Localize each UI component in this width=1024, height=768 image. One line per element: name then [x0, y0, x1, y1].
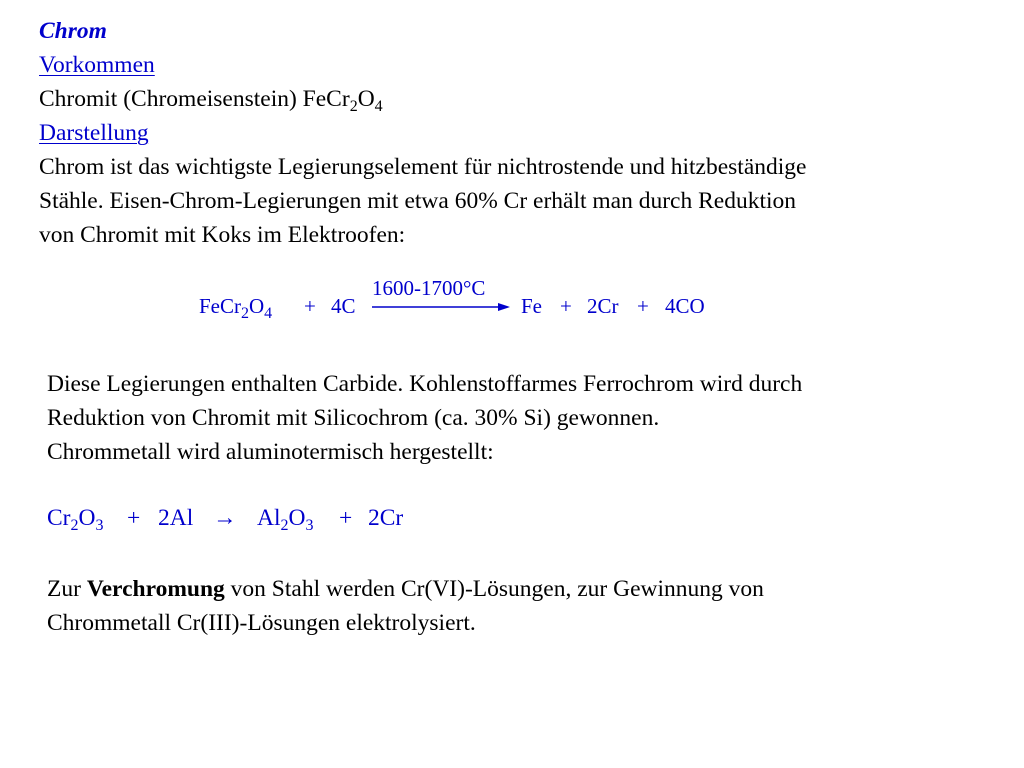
reactant-cr2o3: $Cr_2O_3$ [47, 505, 104, 534]
reaction-arrow-icon [370, 301, 514, 313]
paragraph2-line-1: Diese Legierungen enthalten Carbide. Kohlenstoffarmes Ferrochrom wird durch [47, 371, 803, 397]
product-fe: Fe [521, 294, 542, 318]
plus-sign: + [127, 505, 141, 531]
chromit-label: Chromit (Chromeisenstein) FeCr [39, 86, 350, 112]
reactant-4c: 4C [331, 294, 356, 318]
reaction-condition: 1600-1700°C [372, 276, 486, 300]
verchromung-term: Verchromung [86, 576, 225, 602]
paragraph2-line-2: Reduktion von Chromit mit Silicochrom (ca. 30% Si) gewonnen. [47, 405, 660, 431]
darstellung-line-3: von Chromit mit Koks im Elektroofen: [39, 222, 406, 248]
paragraph3-line-1: Zur Verchromung von Stahl werden Cr(VI)-Lösungen, zur Gewinnung von [47, 576, 764, 602]
reaction-1 [199, 294, 273, 322]
vorkommen-link[interactable]: Vorkommen [39, 52, 155, 78]
plus-sign: + [560, 294, 572, 318]
reactant-fecr2o4: $FeCr_2O_4$ [199, 294, 273, 322]
plus-sign: + [637, 294, 649, 318]
product-4co: 4CO [665, 294, 705, 318]
product-2cr: 2Cr [587, 294, 619, 318]
plus-sign: + [339, 505, 353, 531]
paragraph3-line-2: Chrommetall Cr(III)-Lösungen elektrolysiert. [47, 610, 476, 636]
darstellung-line-2: Stähle. Eisen-Chrom-Legierungen mit etwa 60% Cr erhält man durch Reduktion [39, 188, 797, 214]
element-o: O [357, 86, 375, 112]
product-al2o3: $Al_2O_3$ [257, 505, 314, 534]
reaction-arrow-icon: → [213, 505, 237, 531]
reactant-2al: 2Al [158, 505, 194, 531]
reaction-2 [47, 505, 103, 532]
vorkommen-text [39, 82, 383, 116]
plus-sign: + [304, 294, 316, 318]
subscript: 2 [349, 98, 358, 115]
darstellung-link[interactable]: Darstellung [39, 120, 149, 146]
subscript: 4 [374, 98, 383, 115]
darstellung-line-1: Chrom ist das wichtigste Legierungselement für nichtrostende und hitzbeständige [39, 154, 807, 180]
paragraph2-line-3: Chrommetall wird aluminotermisch hergestellt: [47, 439, 494, 465]
heading-chrom: Chrom [39, 18, 107, 44]
product-2cr: 2Cr [368, 505, 404, 531]
